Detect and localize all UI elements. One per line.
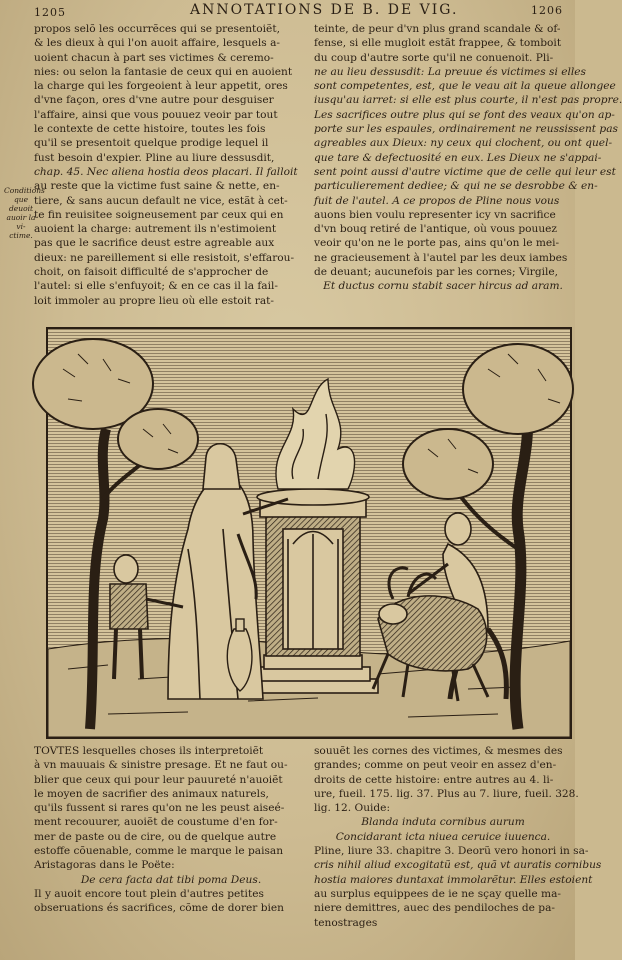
text-line: blier que ceux qui pour leur pauureté n'auoiẽt xyxy=(34,773,283,786)
text-line: ne au lieu dessusdit: La preuue és victimes si elles xyxy=(314,65,586,78)
margin-note-line: auoir la vi- xyxy=(6,213,36,231)
text-line: nies: ou selon la fantasie de ceux qui en auoient xyxy=(34,65,293,78)
text-line: veoir qu'on ne le porte pas, ains qu'on le mei- xyxy=(314,237,560,250)
margin-note-line: que deuoit xyxy=(9,195,33,213)
top-right-column xyxy=(314,22,622,294)
page-number-left: 1205 xyxy=(34,6,66,19)
text-line: Les sacrifices outre plus qui se font des veaux qu'on ap- xyxy=(314,108,615,121)
text-line: propos selõ les occurrẽces qui se presentoiẽt, xyxy=(34,23,280,35)
text-line: niere demittres, auec des pendiloches de pa- xyxy=(314,902,555,915)
text-line: cris nihil aliud excogitatũ est, quã vt auratis cornibus xyxy=(314,859,602,872)
text-line: souuẽt les cornes des victimes, & mesmes des xyxy=(314,745,563,757)
text-line: au surplus equippees de ie ne sçay quelle ma- xyxy=(314,887,561,900)
text-line: Et ductus cornu stabit sacer hircus ad aram. xyxy=(323,280,563,293)
text-line: obseruations és sacrifices, cõme de dorer bien xyxy=(34,902,284,915)
text-line: te fin reuisitee soigneusement par ceux qui en xyxy=(34,208,284,221)
text-line: ment recouurer, auoiẽt de coustume d'en for- xyxy=(34,816,278,829)
text-line: du coup d'autre sorte qu'il ne conuenoit. Pli- xyxy=(314,51,554,64)
text-line: teinte, de peur d'vn plus grand scandale & of- xyxy=(314,23,561,35)
text-line: fense, si elle mugloit estãt frappee, & tomboit xyxy=(314,37,562,50)
text-line: d'vne façon, ores d'vne autre pour desguiser xyxy=(34,94,274,107)
text-line: uoient chacun à part ses victimes & ceremo- xyxy=(34,51,274,64)
text-line: sont competentes, est, que le veau ait la queue allongee xyxy=(314,80,616,93)
text-line: Pline, liure 33. chapitre 3. Deorũ vero honori in sa- xyxy=(314,845,589,858)
woodcut-illustration xyxy=(46,327,572,739)
text-line: Blanda induta cornibus aurum xyxy=(361,816,525,829)
text-line: à vn mauuais & sinistre presage. Et ne faut ou- xyxy=(34,759,288,772)
text-line: le moyen de sacrifier des animaux naturels, xyxy=(34,787,269,800)
margin-note-line: ctime. xyxy=(9,231,33,240)
text-line: d'vn bouq retiré de l'antique, où vous pouuez xyxy=(314,223,558,236)
text-line: hostia maiores duntaxat immolarẽtur. Elles estoient xyxy=(314,873,593,886)
text-line: mer de paste ou de cire, ou de quelque autre xyxy=(34,830,277,843)
text-line: qu'il se presentoit quelque prodige lequel il xyxy=(34,137,269,150)
text-line: ne gracieusement à l'autel par les deux iambes xyxy=(314,251,568,264)
text-line: particulierement dediee; & qui ne se desrobbe & en- xyxy=(314,180,598,193)
text-line: auoient la charge: autrement ils n'estimoient xyxy=(34,223,277,236)
running-title: ANNOTATIONS DE B. DE VIG. xyxy=(190,2,459,18)
text-line: porte sur les espaules, ordinairement ne reussissent pas xyxy=(314,123,618,136)
bottom-right-column xyxy=(314,744,602,930)
top-left-column xyxy=(34,22,308,308)
text-line: TOVTES lesquelles choses ils interpretoiẽt xyxy=(34,745,264,757)
running-header xyxy=(20,2,563,20)
text-line: ure, fueil. 175. lig. 37. Plus au 7. liure, fueil. 328. xyxy=(314,787,579,800)
text-line: de deuant; aucunefois par les cornes; Virgile, xyxy=(314,266,559,279)
text-line: chap. 45. Nec aliena hostia deos placari. Il falloit xyxy=(34,165,298,178)
text-line: l'autel: si elle s'enfuyoit; & en ce cas il la fail- xyxy=(34,280,278,293)
text-line: tenostrages xyxy=(314,916,378,929)
text-line: De cera facta dat tibi poma Deus. xyxy=(80,873,262,886)
text-line: l'affaire, ainsi que vous pouuez veoir par tout xyxy=(34,108,278,121)
text-line: dieux: ne pareillement si elle resistoit, s'effarou- xyxy=(34,251,295,264)
margin-note xyxy=(4,186,45,240)
text-line: au reste que la victime fust saine & nette, en- xyxy=(34,180,280,193)
text-line: lig. 12. Ouide: xyxy=(314,802,391,815)
text-line: pas que le sacrifice deust estre agreable aux xyxy=(34,237,275,250)
text-line: & les dieux à qui l'on auoit affaire, lesquels a- xyxy=(34,37,280,50)
text-line: qu'ils fussent si rares qu'on ne les peust aiseé- xyxy=(34,802,285,815)
margin-note-line: Conditions xyxy=(4,186,45,195)
text-line: tiere, & sans aucun default ne vice, estãt à cet- xyxy=(34,194,288,207)
text-line: loit immoler au propre lieu où elle estoit rat- xyxy=(34,294,274,307)
text-line: Il y auoit encore tout plein d'autres petites xyxy=(34,887,264,900)
text-line: que tare & defectuosité en eux. Les Dieux ne s'appai- xyxy=(314,151,602,164)
bottom-left-column xyxy=(34,744,308,916)
text-line: fust besoin d'expier. Pline au liure dessusdit, xyxy=(34,151,275,164)
text-line: choit, on faisoit difficulté de s'approcher de xyxy=(34,266,269,279)
text-line: Concidarant icta niuea ceruice iuuenca. xyxy=(335,830,551,843)
text-line: le contexte de cette histoire, toutes les fois xyxy=(34,123,266,136)
altar xyxy=(248,489,378,693)
text-line: la charge qui les forgeoient à leur appetit, ores xyxy=(34,80,288,93)
text-line: fuit de l'autel. A ce propos de Pline nous vous xyxy=(314,194,560,207)
text-line: iusqu'au iarret: si elle est plus courte, il n'est pas propre. xyxy=(314,94,622,107)
text-line: droits de cette histoire: entre autres au 4. li- xyxy=(314,773,554,786)
page-number-right: 1206 xyxy=(531,4,563,17)
text-line: auons bien voulu representer icy vn sacrifice xyxy=(314,208,556,221)
text-line: sent point aussi d'autre victime que de celle qui leur est xyxy=(314,165,616,178)
text-line: estoffe cõuenable, comme le marque le paisan xyxy=(34,845,284,858)
text-line: grandes; comme on peut veoir en assez d'en- xyxy=(314,759,557,772)
text-line: Aristagoras dans le Poëte: xyxy=(34,859,175,872)
text-line: agreables aux Dieux: ny ceux qui clochent, ou ont quel- xyxy=(314,137,613,150)
